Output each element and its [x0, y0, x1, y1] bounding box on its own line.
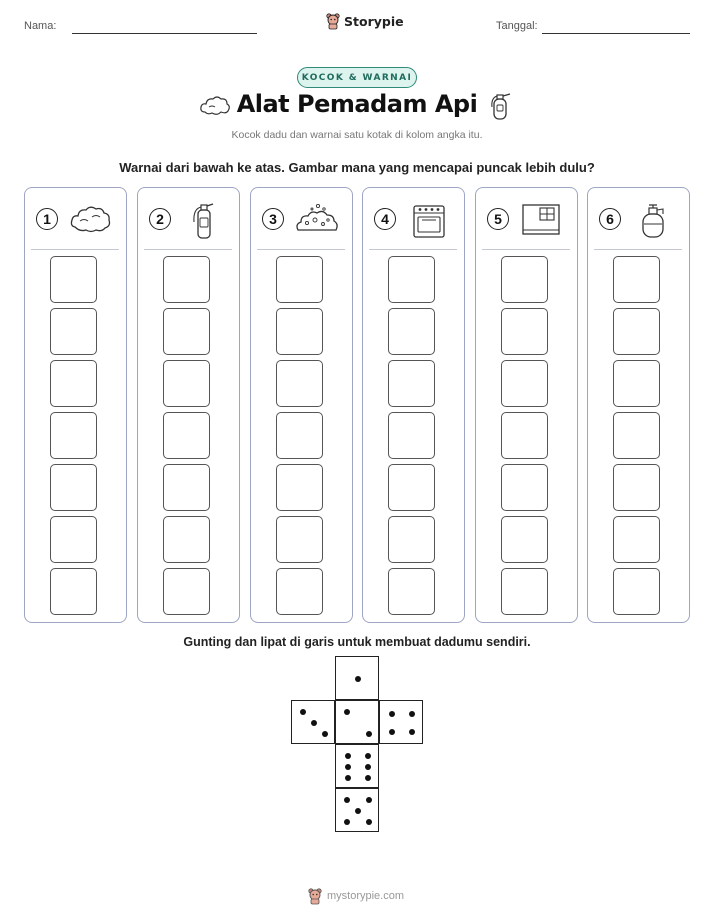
color-cell[interactable] [388, 464, 435, 511]
die-pip [389, 729, 395, 735]
column-divider [369, 249, 457, 250]
color-cell[interactable] [388, 256, 435, 303]
color-cell[interactable] [613, 256, 660, 303]
bear-mascot-icon [308, 887, 322, 905]
die-pip [345, 764, 351, 770]
die-pip [322, 731, 328, 737]
bear-mascot-icon [326, 12, 340, 30]
smoke-cloud-icon [69, 200, 113, 240]
color-cell[interactable] [501, 516, 548, 563]
gas-cylinder-icon [632, 200, 676, 240]
color-cell[interactable] [163, 308, 210, 355]
die-face-6 [335, 744, 379, 788]
color-cell[interactable] [276, 256, 323, 303]
column-number: 5 [487, 208, 509, 230]
die-pip [366, 819, 372, 825]
column-number: 3 [262, 208, 284, 230]
color-cell[interactable] [613, 308, 660, 355]
color-cell[interactable] [388, 516, 435, 563]
die-pip [365, 753, 371, 759]
color-cell[interactable] [276, 464, 323, 511]
date-line [542, 33, 690, 34]
color-cell[interactable] [276, 360, 323, 407]
die-pip [389, 711, 395, 717]
color-cell[interactable] [613, 464, 660, 511]
color-cell[interactable] [50, 464, 97, 511]
die-pip [366, 731, 372, 737]
die-pip [409, 711, 415, 717]
die-pip [355, 808, 361, 814]
column-5 [475, 187, 578, 623]
stove-icon [407, 200, 451, 240]
color-cell[interactable] [501, 412, 548, 459]
brand-name: Storypie [344, 13, 404, 29]
wall-window-icon [520, 200, 564, 240]
column-divider [594, 249, 682, 250]
footer [308, 887, 404, 905]
die-face-center [335, 700, 379, 744]
name-label: Nama: [24, 20, 57, 32]
color-cell[interactable] [388, 412, 435, 459]
column-divider [257, 249, 345, 250]
page-title: Alat Pemadam Api [236, 90, 478, 118]
color-cell[interactable] [613, 516, 660, 563]
color-cell[interactable] [276, 516, 323, 563]
footer-url[interactable]: mystorypie.com [327, 890, 405, 902]
color-cell[interactable] [50, 568, 97, 615]
color-cell[interactable] [276, 412, 323, 459]
column-divider [144, 249, 232, 250]
die-pip [311, 720, 317, 726]
color-cell[interactable] [163, 516, 210, 563]
color-cell[interactable] [163, 256, 210, 303]
die-face-5 [335, 788, 379, 832]
color-cell[interactable] [163, 412, 210, 459]
die-pip [366, 797, 372, 803]
color-cell[interactable] [276, 568, 323, 615]
column-number: 6 [599, 208, 621, 230]
column-number: 4 [374, 208, 396, 230]
color-cell[interactable] [388, 308, 435, 355]
color-cell[interactable] [388, 360, 435, 407]
die-pip [409, 729, 415, 735]
color-cell[interactable] [501, 464, 548, 511]
die-pip [300, 709, 306, 715]
column-2 [137, 187, 240, 623]
column-number: 1 [36, 208, 58, 230]
color-cell[interactable] [613, 568, 660, 615]
column-6 [587, 187, 690, 623]
die-pip [355, 676, 361, 682]
die-pip [345, 775, 351, 781]
color-cell[interactable] [613, 360, 660, 407]
die-pip [365, 764, 371, 770]
activity-badge: KOCOK & WARNAI [297, 67, 417, 88]
color-cell[interactable] [276, 308, 323, 355]
title-extinguisher-icon [488, 91, 514, 126]
subtitle: Kocok dadu dan warnai satu kotak di kolom angka itu. [231, 129, 483, 141]
column-divider [482, 249, 570, 250]
date-label: Tanggal: [496, 20, 538, 32]
color-cell[interactable] [50, 308, 97, 355]
color-cell[interactable] [388, 568, 435, 615]
fire-extinguisher-icon [182, 200, 226, 240]
brand-logo [326, 12, 404, 30]
die-pip [365, 775, 371, 781]
color-cell[interactable] [501, 256, 548, 303]
die-pip [344, 797, 350, 803]
column-3 [250, 187, 353, 623]
color-cell[interactable] [613, 412, 660, 459]
color-cell[interactable] [501, 308, 548, 355]
name-line [72, 33, 257, 34]
color-cell[interactable] [163, 464, 210, 511]
color-cell[interactable] [501, 568, 548, 615]
color-cell[interactable] [501, 360, 548, 407]
color-cell[interactable] [50, 360, 97, 407]
die-face-1 [335, 656, 379, 700]
foam-icon [295, 200, 339, 240]
color-cell[interactable] [50, 516, 97, 563]
die-pip [345, 753, 351, 759]
column-1 [24, 187, 127, 623]
color-cell[interactable] [50, 412, 97, 459]
die-face-4 [379, 700, 423, 744]
color-cell[interactable] [163, 568, 210, 615]
die-face-3 [291, 700, 335, 744]
color-cell[interactable] [50, 256, 97, 303]
die-pip [344, 819, 350, 825]
cut-instruction: Gunting dan lipat di garis untuk membuat dadumu sendiri. [183, 635, 531, 649]
die-pip [344, 709, 350, 715]
instruction-text: Warnai dari bawah ke atas. Gambar mana yang mencapai puncak lebih dulu? [119, 160, 595, 175]
column-4 [362, 187, 465, 623]
column-divider [31, 249, 119, 250]
column-number: 2 [149, 208, 171, 230]
color-cell[interactable] [163, 360, 210, 407]
